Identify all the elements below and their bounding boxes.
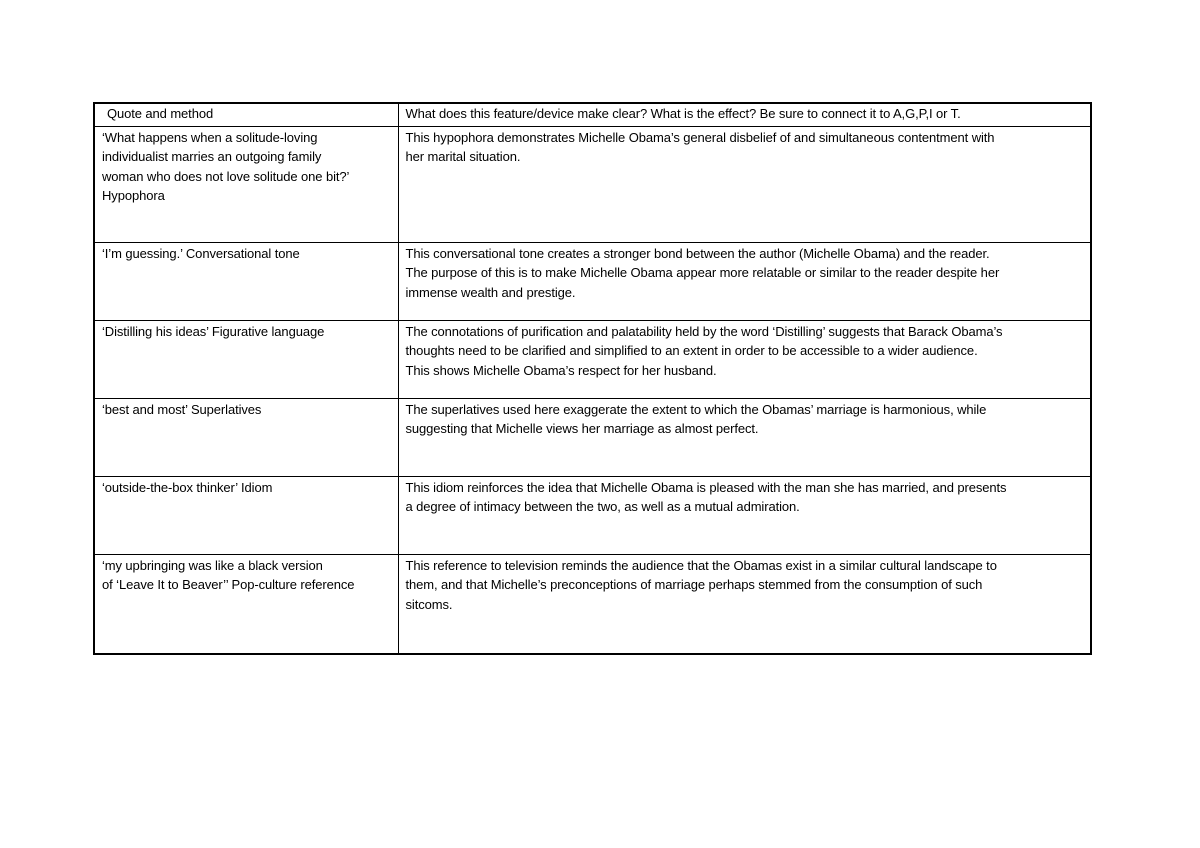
quote-line: ‘I’m guessing.’ Conversational tone	[102, 245, 300, 261]
header-effect: What does this feature/device make clear? What is the effect? Be sure to connect it to A,G,P,I or T.	[398, 103, 1091, 126]
quote-line: ‘Distilling his ideas’ Figurative language	[102, 323, 325, 339]
effect-line: sitcoms.	[405, 596, 453, 612]
table-row	[94, 398, 1091, 476]
effect-cell	[398, 126, 1091, 242]
effect-line: This hypophora demonstrates Michelle Obama’s general disbelief of and simultaneous contentment with	[405, 129, 995, 145]
header-quote-and-method: Quote and method	[94, 103, 398, 126]
effect-cell	[398, 476, 1091, 554]
effect-line: a degree of intimacy between the two, as well as a mutual admiration.	[405, 499, 800, 514]
table-row	[94, 126, 1091, 242]
quote-line: ‘outside-the-box thinker’ Idiom	[102, 479, 273, 495]
quote-line: ‘my upbringing was like a black version	[102, 557, 323, 573]
effect-line: her marital situation.	[405, 149, 521, 164]
quote-cell	[94, 242, 398, 320]
quote-line: ‘best and most’ Superlatives	[102, 401, 262, 417]
quote-line: woman who does not love solitude one bit?’	[102, 168, 350, 184]
effect-line: This idiom reinforces the idea that Michelle Obama is pleased with the man she has married, and presents	[405, 479, 1007, 495]
table-row	[94, 242, 1091, 320]
table-row	[94, 554, 1091, 654]
effect-cell	[398, 242, 1091, 320]
effect-line: thoughts need to be clarified and simplified to an extent in order to be accessible to a wider audience.	[405, 343, 978, 358]
effect-line: suggesting that Michelle views her marriage as almost perfect.	[405, 421, 759, 436]
effect-line: The connotations of purification and palatability held by the word ‘Distilling’ suggests that Barack Obama’s	[405, 323, 1003, 339]
quote-cell	[94, 320, 398, 398]
effect-line: The superlatives used here exaggerate the extent to which the Obamas’ marriage is harmonious, while	[405, 401, 987, 417]
quote-cell	[94, 476, 398, 554]
analysis-table	[93, 102, 1092, 655]
effect-cell	[398, 398, 1091, 476]
effect-line: immense wealth and prestige.	[405, 284, 576, 300]
effect-cell	[398, 554, 1091, 654]
effect-line: This shows Michelle Obama’s respect for her husband.	[405, 362, 717, 378]
effect-line: The purpose of this is to make Michelle Obama appear more relatable or similar to the reader despite her	[405, 265, 1000, 280]
effect-line: This reference to television reminds the audience that the Obamas exist in a similar cultural landscape to	[405, 557, 997, 573]
effect-line: This conversational tone creates a stronger bond between the author (Michelle Obama) and the reader.	[405, 245, 990, 261]
quote-line: Hypophora	[102, 188, 165, 203]
table-row	[94, 476, 1091, 554]
table-row	[94, 320, 1091, 398]
quote-cell	[94, 126, 398, 242]
effect-cell	[398, 320, 1091, 398]
quote-cell	[94, 398, 398, 476]
quote-line: of ‘Leave It to Beaver’’ Pop-culture reference	[102, 577, 355, 592]
quote-cell	[94, 554, 398, 654]
quote-line: individualist marries an outgoing family	[102, 149, 322, 164]
table-header-row	[94, 103, 1091, 126]
quote-line: ‘What happens when a solitude-loving	[102, 129, 318, 145]
effect-line: them, and that Michelle’s preconceptions of marriage perhaps stemmed from the consumption of such	[405, 577, 983, 592]
